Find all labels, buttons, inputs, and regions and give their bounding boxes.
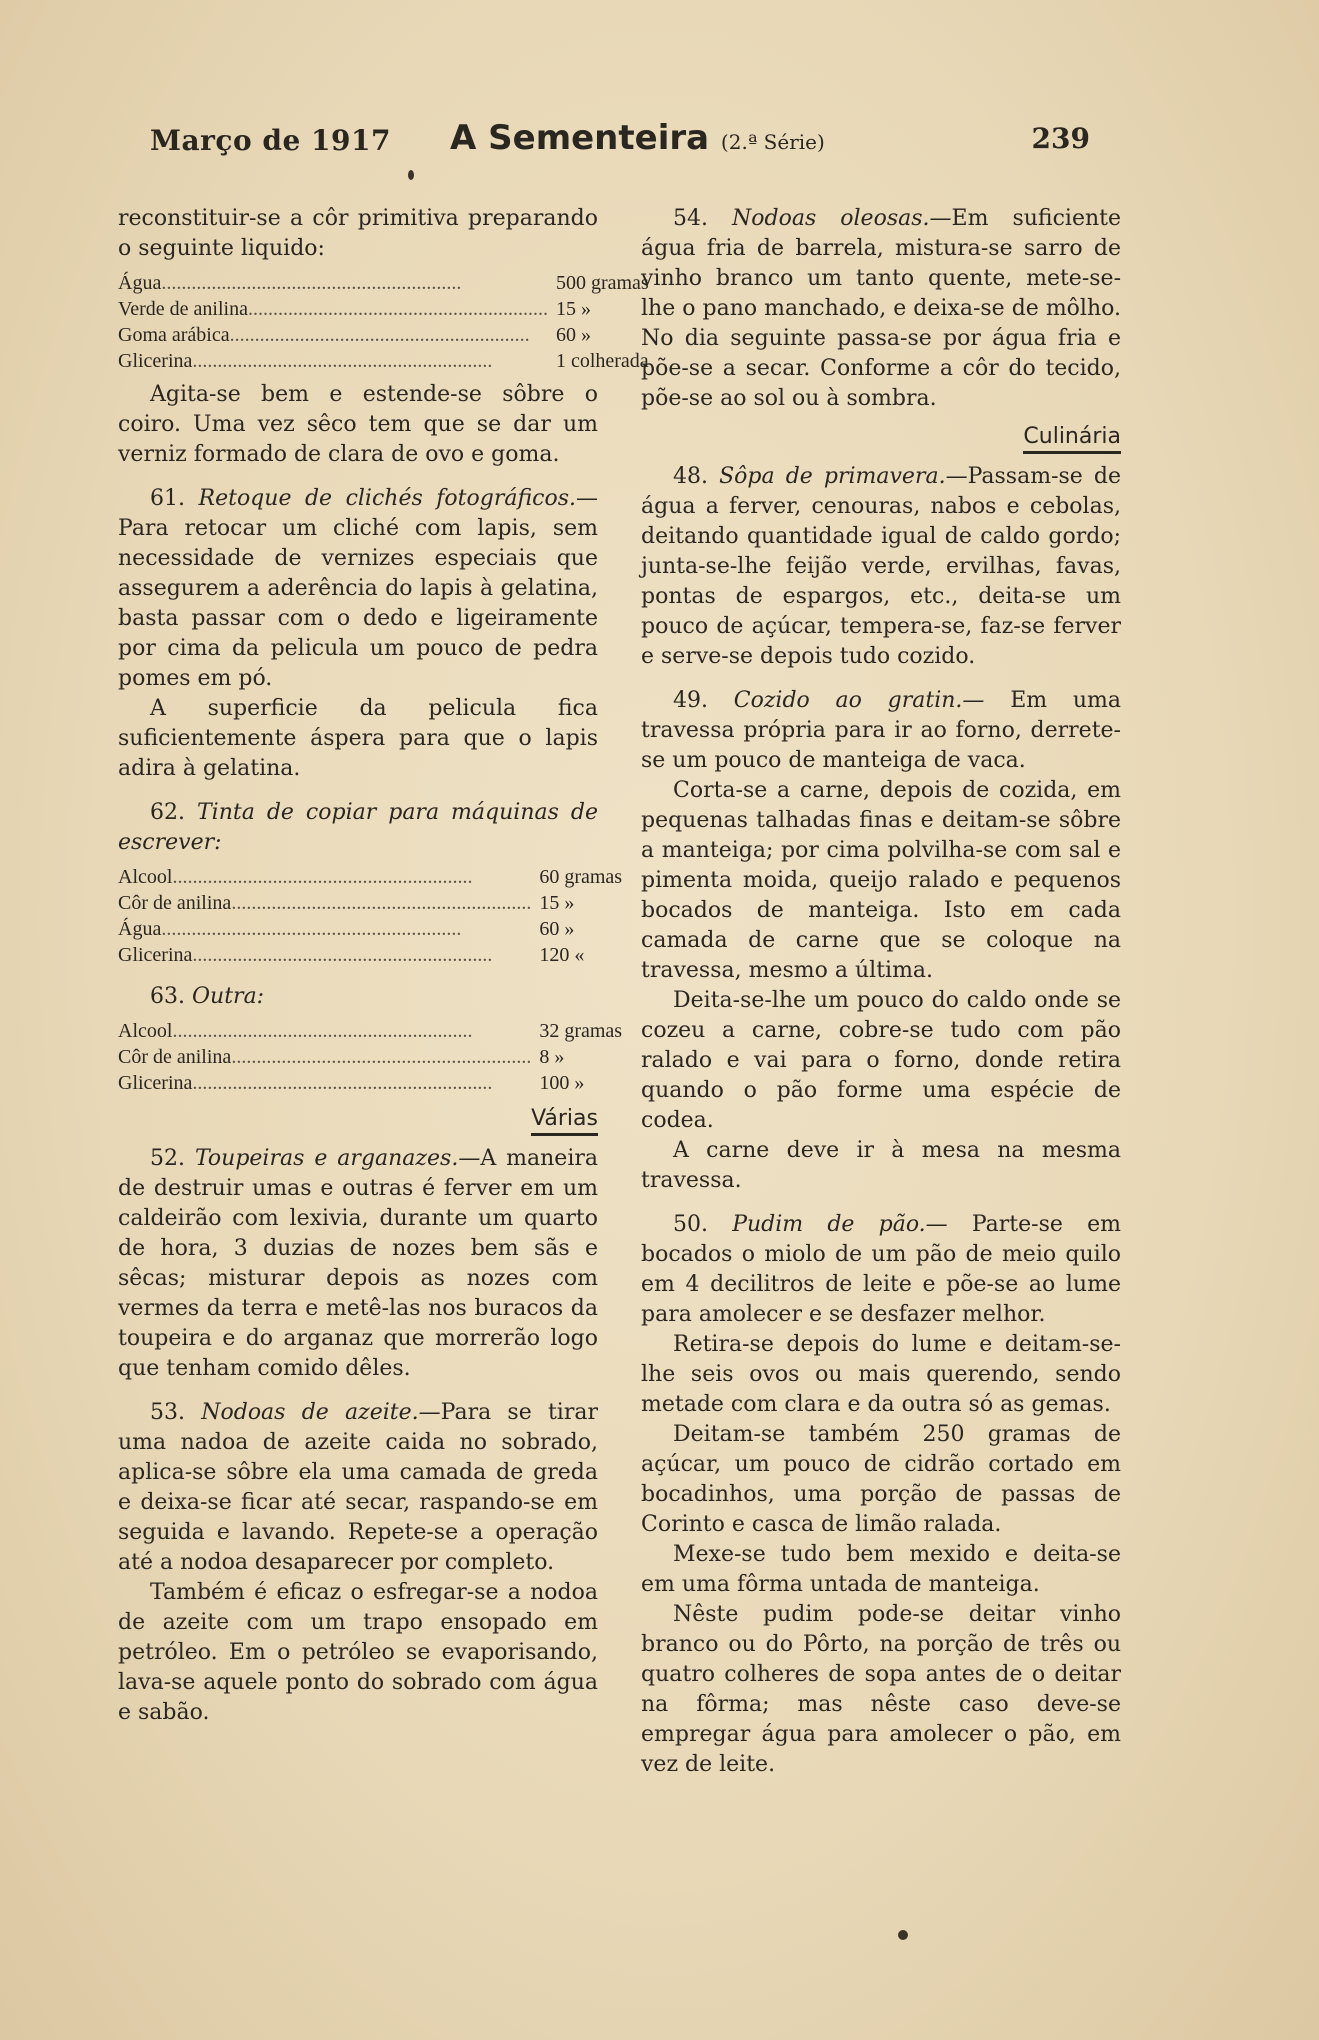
paragraph: A carne deve ir à mesa na mesma travessa. [641, 1138, 1121, 1193]
ingredient-name: Alcool............................................................ [118, 866, 473, 888]
ingredient-qty: 15 » [555, 298, 591, 320]
item-number: 50. [673, 1212, 708, 1237]
paragraph: Mexe-se tudo bem mexido e deita-se em uma fôrma untada de manteiga. [641, 1542, 1121, 1597]
paragraph: Agita-se bem e estende-se sôbre o coiro. Uma vez sêco tem que se dar um verniz formado de clara de ovo e goma. [118, 382, 598, 467]
ink-spot [408, 170, 414, 180]
item-number: 49. [673, 688, 708, 713]
journal-name: A Sementeira [450, 118, 710, 158]
paragraph: Também é eficaz o esfregar-se a nodoa de azeite com um trapo ensopado em petróleo. Em o petróleo se evaporisando, lava-se aquele ponto do sobrado com água e sabão. [118, 1580, 598, 1725]
item-text: A maneira de destruir umas e outras é ferver em um caldeirão com lexivia, durante um quarto de hora, 3 duzias de nozes bem sãs e sêcas; misturar depois as nozes com vermes da terra e metê-las nos buracos da toupeira e do arganaz que morrerão logo que tenham comido dêles. [118, 1146, 598, 1381]
paragraph: Deita-se-lhe um pouco do caldo onde se cozeu a carne, cobre-se tudo com pão ralado e vai para o forno, donde retira quando o pão forme uma espécie de codea. [641, 988, 1121, 1133]
item-63 [118, 982, 598, 1012]
ingredient-qty: 120 « [539, 944, 585, 966]
recipe-table-2 [118, 864, 622, 968]
ingredient-name: Água............................................................ [118, 272, 462, 294]
ingredient-qty: 1 colherada [555, 350, 649, 372]
ingredient-qty: 8 » [539, 1046, 565, 1068]
left-column [118, 204, 649, 1728]
ingredient-name: Água............................................................ [118, 918, 462, 940]
item-48 [641, 462, 1121, 672]
ingredient-qty: 60 » [539, 918, 575, 940]
journal-series: (2.ª Série) [720, 130, 825, 154]
ink-spot [898, 1930, 908, 1940]
item-62 [118, 798, 598, 858]
ingredient-qty: 100 » [539, 1072, 585, 1094]
item-50 [641, 1210, 1121, 1330]
ingredient-qty: 500 gramas [555, 272, 649, 294]
item-number: 52. [150, 1146, 185, 1171]
table-row [118, 1070, 622, 1096]
page-number: 239 [1031, 122, 1090, 155]
ingredient-name: Goma arábica............................................................ [118, 324, 530, 346]
item-49 [641, 686, 1121, 776]
item-text: Para se tirar uma nadoa de azeite caida no sobrado, aplica-se sôbre ela uma camada de greda e deixa-se ficar até secar, raspando-se em seguida e lavando. Repete-se a operação até a nodoa desaparecer por completo. [118, 1400, 598, 1575]
table-row [118, 1044, 622, 1070]
recipe-table-1 [118, 270, 649, 374]
running-header [150, 118, 1090, 168]
item-title: Retoque de clichés fotográficos.— [198, 486, 598, 511]
table-row [118, 942, 622, 968]
item-number: 54. [673, 206, 708, 231]
table-row [118, 890, 622, 916]
ingredient-qty: 15 » [539, 892, 575, 914]
table-row [118, 348, 649, 374]
item-number: 53. [150, 1400, 185, 1425]
section-heading-varias: Várias [118, 1106, 598, 1132]
table-row [118, 864, 622, 890]
intro-paragraph: reconstituir-se a côr primitiva preparando o seguinte liquido: [118, 206, 598, 261]
ingredient-name: Côr de anilina............................................................ [118, 1046, 532, 1068]
journal-title [450, 118, 825, 158]
table-row [118, 270, 649, 296]
item-title: Cozido ao gratin.— [733, 688, 985, 713]
ingredient-name: Côr de anilina............................................................ [118, 892, 532, 914]
recipe-table-3 [118, 1018, 622, 1096]
item-53 [118, 1398, 598, 1578]
right-column [641, 204, 1121, 1780]
item-title: Nodoas de azeite.— [201, 1400, 441, 1425]
item-title: Toupeiras e arganazes.— [194, 1146, 481, 1171]
item-number: 48. [673, 464, 708, 489]
item-text: Passam-se de água a ferver, cenouras, nabos e cebolas, deitando quantidade igual de caldo gordo; junta-se-lhe feijão verde, ervilhas, favas, pontas de espargos, etc., deita-se um pouco de açúcar, tempera-se, faz-se ferver e serve-se depois tudo cozido. [641, 464, 1121, 669]
paragraph: Deitam-se também 250 gramas de açúcar, um pouco de cidrão cortado em bocadinhos, uma porção de passas de Corinto e casca de limão ralada. [641, 1422, 1121, 1537]
item-52 [118, 1144, 598, 1384]
item-54 [641, 204, 1121, 414]
ingredient-qty: 32 gramas [539, 1020, 623, 1042]
item-title: Nodoas oleosas.— [732, 206, 952, 231]
ingredient-name: Verde de anilina............................................................ [118, 298, 548, 320]
table-row [118, 322, 649, 348]
item-number: 61. [150, 486, 185, 511]
ingredient-name: Glicerina............................................................ [118, 1072, 493, 1094]
item-title: Tinta de copiar para máquinas de escrever: [118, 800, 598, 855]
paragraph: Corta-se a carne, depois de cozida, em pequenas talhadas finas e deitam-se sôbre a manteiga; por cima polvilha-se com sal e pimenta moida, queijo ralado e pequenos bocados de manteiga. Isto em cada camada de carne que se coloque na travessa, mesmo a última. [641, 778, 1121, 983]
paragraph: Nêste pudim pode-se deitar vinho branco ou do Pôrto, na porção de três ou quatro colheres de sopa antes de o deitar na fôrma; mas nêste caso deve-se empregar água para amolecer o pão, em vez de leite. [641, 1602, 1121, 1777]
table-row [118, 296, 649, 322]
table-row [118, 1018, 622, 1044]
item-text: Em uma travessa própria para ir ao forno, derrete-se um pouco de manteiga de vaca. [641, 688, 1122, 773]
section-heading-culinaria: Culinária [641, 424, 1121, 450]
ingredient-qty: 60 » [555, 324, 591, 346]
item-text: Para retocar um cliché com lapis, sem necessidade de vernizes especiais que assegurem a aderência do lapis à gelatina, basta passar com o dedo e ligeiramente por cima da pelicula um pouco de pedra pomes em pó. [118, 516, 598, 691]
item-number: 62. [150, 800, 185, 825]
ingredient-name: Alcool............................................................ [118, 1020, 473, 1042]
item-title: Outra: [192, 984, 265, 1009]
table-row [118, 916, 622, 942]
item-61 [118, 484, 598, 694]
ingredient-qty: 60 gramas [539, 866, 623, 888]
item-title: Pudim de pão.— [732, 1212, 948, 1237]
ingredient-name: Glicerina............................................................ [118, 350, 493, 372]
issue-date: Março de 1917 [150, 124, 391, 157]
paragraph: Retira-se depois do lume e deitam-se-lhe seis ovos ou mais querendo, sendo metade com clara e da outra só as gemas. [641, 1332, 1121, 1417]
item-text: Em suficiente água fria de barrela, mistura-se sarro de vinho branco um tanto quente, mete-se-lhe o pano manchado, e deixa-se de môlho. No dia seguinte passa-se por água fria e põe-se a secar. Conforme a côr do tecido, põe-se ao sol ou à sombra. [641, 206, 1121, 411]
item-title: Sôpa de primavera.— [719, 464, 968, 489]
paragraph: A superficie da pelicula fica suficientemente áspera para que o lapis adira à gelatina. [118, 696, 598, 781]
ingredient-name: Glicerina............................................................ [118, 944, 493, 966]
item-number: 63. [150, 984, 185, 1009]
item-text: Parte-se em bocados o miolo de um pão de meio quilo em 4 decilitros de leite e põe-se ao lume para amolecer e se desfazer melhor. [641, 1212, 1121, 1327]
